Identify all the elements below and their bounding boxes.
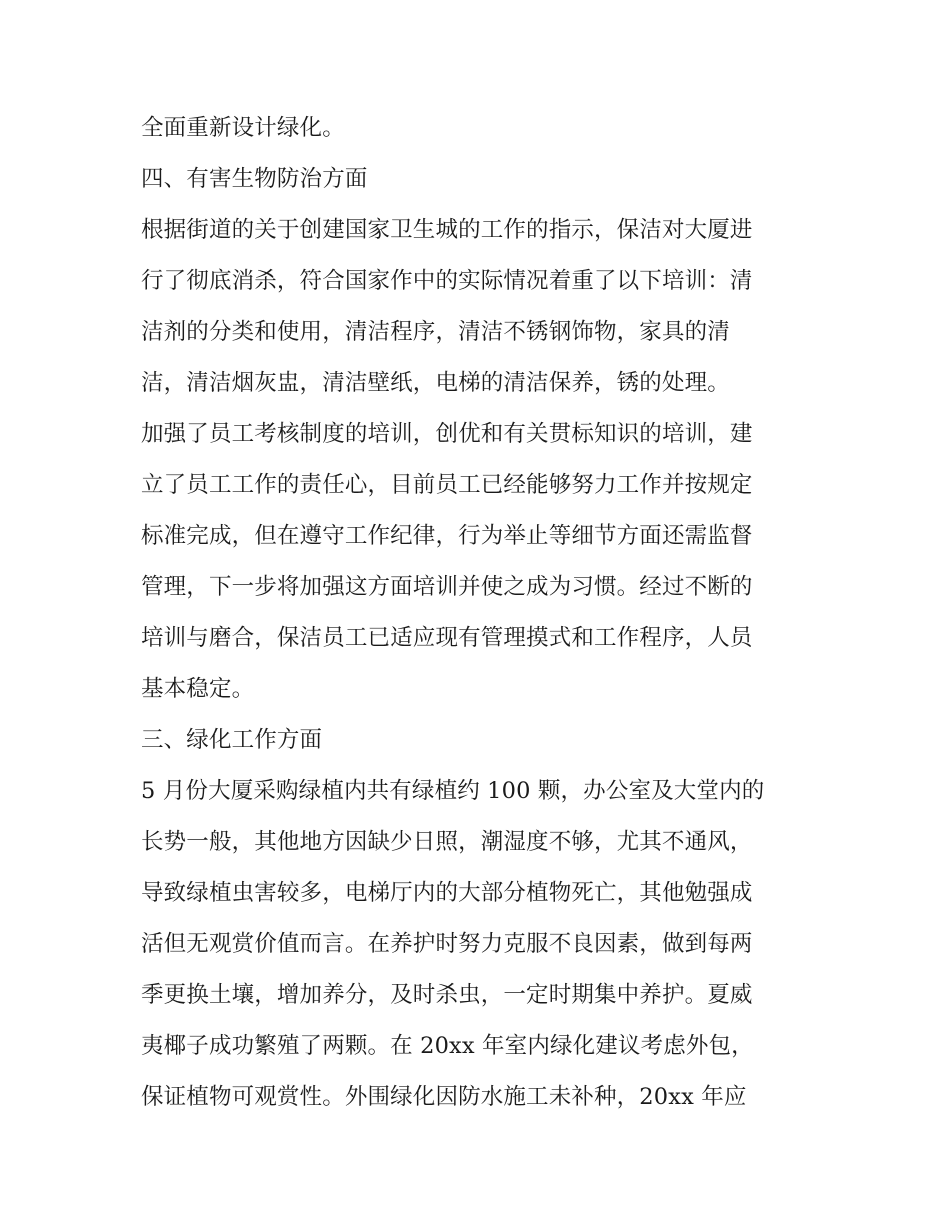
text-line: 培训与磨合，保洁员工已适应现有管理摸式和工作程序，人员 — [141, 625, 753, 651]
text-line: 季更换土壤，增加养分，及时杀虫，一定时期集中养护。夏威 — [141, 982, 753, 1008]
text-line: 保证植物可观赏性。外围绿化因防水施工未补种，20xx 年应 — [141, 1084, 747, 1110]
text-line: 管理，下一步将加强这方面培训并使之成为习惯。经过不断的 — [141, 574, 753, 600]
section-heading-greening: 三、绿化工作方面 — [141, 727, 323, 753]
text-line: 立了员工工作的责任心，目前员工已经能够努力工作并按规定 — [141, 472, 753, 498]
text-line: 行了彻底消杀，符合国家作中的实际情况着重了以下培训：清 — [141, 268, 753, 294]
text-line: 基本稳定。 — [141, 676, 255, 702]
text-line: 加强了员工考核制度的培训，创优和有关贯标知识的培训，建 — [141, 421, 753, 447]
text-line: 导致绿植虫害较多，电梯厅内的大部分植物死亡，其他勉强成 — [141, 880, 753, 906]
text-line: 标准完成，但在遵守工作纪律，行为举止等细节方面还需监督 — [141, 523, 753, 549]
section-heading-pest-control: 四、有害生物防治方面 — [141, 166, 368, 192]
text-line: 夷椰子成功繁殖了两颗。在 20xx 年室内绿化建议考虑外包， — [141, 1033, 754, 1059]
text-line: 洁，清洁烟灰盅，清洁壁纸，电梯的清洁保养，锈的处理。 — [141, 370, 730, 396]
text-line: 5 月份大厦采购绿植内共有绿植约 100 颗，办公室及大堂内的 — [141, 778, 765, 804]
text-line: 根据街道的关于创建国家卫生城的工作的指示，保洁对大厦进 — [141, 217, 753, 243]
document-body — [141, 103, 821, 1123]
text-line: 长势一般，其他地方因缺少日照，潮湿度不够，尤其不通风， — [141, 829, 753, 855]
text-line: 全面重新设计绿化。 — [141, 115, 345, 141]
text-line: 洁剂的分类和使用，清洁程序，清洁不锈钢饰物，家具的清 — [141, 319, 730, 345]
text-line: 活但无观赏价值而言。在养护时努力克服不良因素，做到每两 — [141, 931, 753, 957]
